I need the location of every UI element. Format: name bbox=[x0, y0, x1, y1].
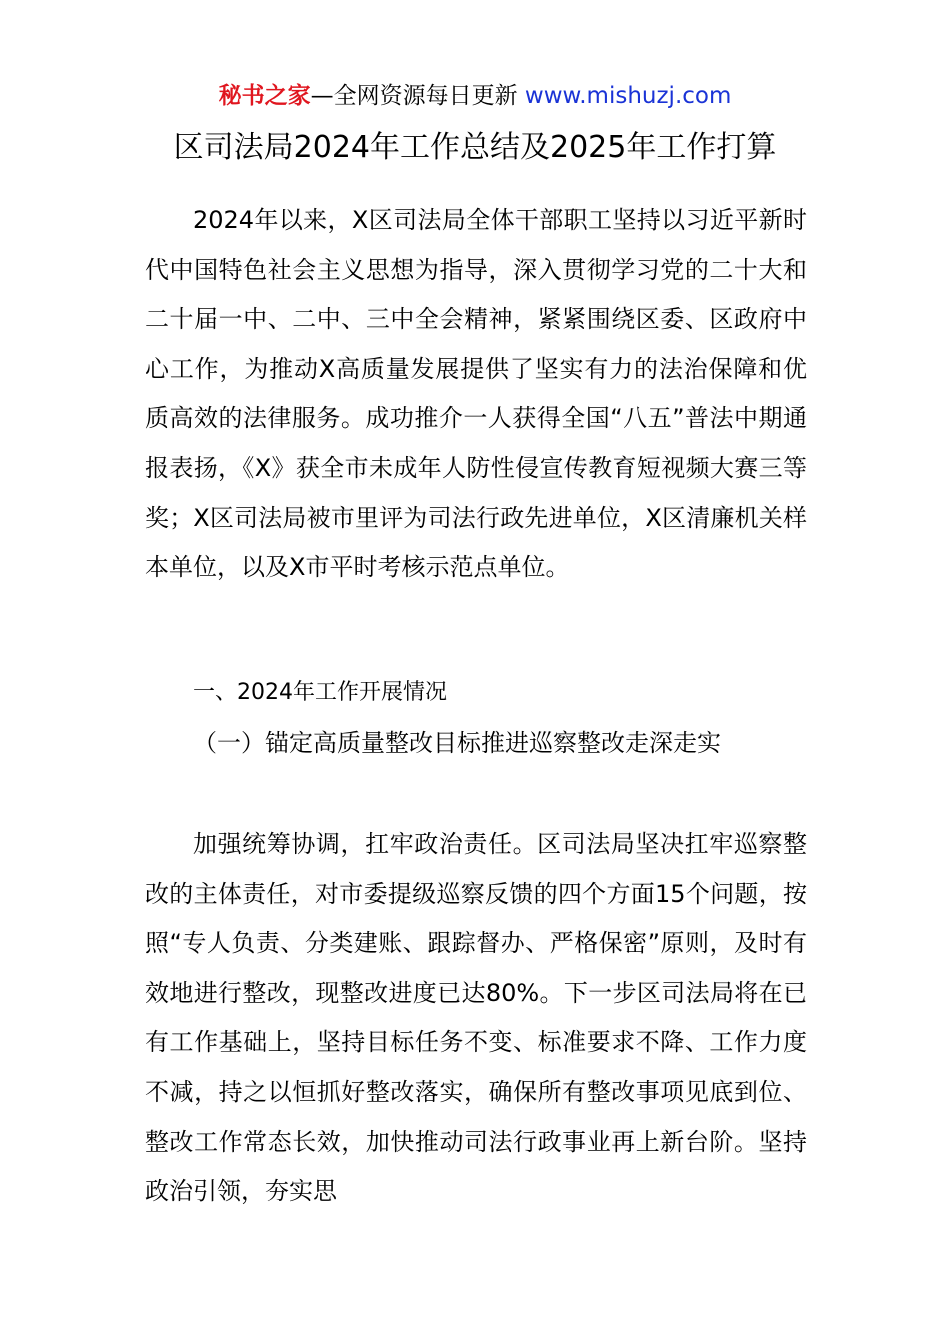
header-tagline: —全网资源每日更新 bbox=[310, 83, 525, 109]
body-paragraph: 加强统筹协调，扛牢政治责任。区司法局坚决扛牢巡察整改的主体责任，对市委提级巡察反馈的四个方面15个问题，按照“专人负责、分类建账、跟踪督办、严格保密”原则，及时有效地进行整改，现整改进度已达80%。下一步区司法局将在已有工作基础上，坚持目标任务不变、标准要求不降、工作力度不减，持之以恒抓好整改落实，确保所有整改事项见底到位、整改工作常态长效，加快推动司法行政事业再上新台阶。坚持政治引领，夯实思 bbox=[145, 830, 807, 1206]
subsection-heading: （一）锚定高质量整改目标推进巡察整改走深走实 bbox=[193, 729, 721, 757]
brand-name: 秘书之家 bbox=[218, 83, 311, 109]
document-title: 区司法局2024年工作总结及2025年工作打算 bbox=[173, 130, 777, 165]
section-heading: 一、2024年工作开展情况 bbox=[193, 680, 447, 705]
site-url-link[interactable]: www.mishuzj.com bbox=[524, 83, 732, 109]
intro-paragraph: 2024年以来，X区司法局全体干部职工坚持以习近平新时代中国特色社会主义思想为指导，深入贯彻学习党的二十大和二十届一中、二中、三中全会精神，紧紧围绕区委、区政府中心工作，为推动X高质量发展提供了坚实有力的法治保障和优质高效的法律服务。成功推介一人获得全国“八五”普法中期通报表扬，《X》获全市未成年人防性侵宣传教育短视频大赛三等奖；X区司法局被市里评为司法行政先进单位，X区清廉机关样本单位，以及X市平时考核示范点单位。 bbox=[145, 206, 807, 582]
site-header bbox=[0, 80, 950, 112]
